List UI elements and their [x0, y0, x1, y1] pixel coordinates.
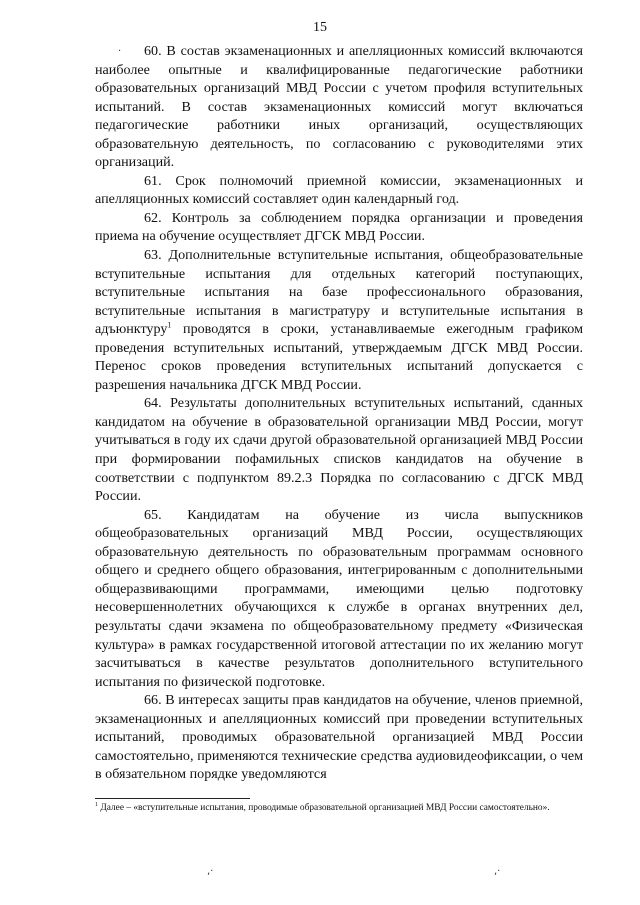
scan-speck: · — [118, 46, 122, 57]
page-number: 15 — [313, 20, 327, 35]
scan-speck: ,· — [207, 866, 214, 877]
document-body — [95, 42, 583, 784]
paragraph-64: 64. Результаты дополнительных вступительных испытаний, сданных кандидатом на обучение в образовательной организации МВД России, могут учитываться в году их сдачи другой образовательной организацией МВД России при формировании пофамильных списков кандидатов на обучение в соответствии с подпунктом 89.2.3 Порядка по согласованию с ДГСК МВД России. — [95, 395, 583, 505]
paragraph-63 — [95, 246, 583, 394]
paragraph-62: 62. Контроль за соблюдением порядка организации и проведения приема на обучение осуществляет ДГСК МВД России. — [95, 209, 583, 245]
paragraph-65: 65. Кандидатам на обучение из числа выпускников общеобразовательных организаций МВД России, осуществляющих образовательную деятельность по образовательным программам основного общего и среднего общего образования, интегрированным с дополнительными общеразвивающими программами, имеющими целью подготовку несовершеннолетних обучающихся к службе в органах внутренних дел, результаты сдачи экзамена по общеобразовательному предмету «Физическая культура» в рамках государственной итоговой аттестации по их желанию могут засчитываться в качестве результатов дополнительного вступительного испытания по физической подготовке. — [95, 506, 583, 690]
paragraph-63-text: 63. Дополнительные вступительные испытания, общеобразовательные вступительные испытания для отдельных категорий поступающих, вступительные испытания на базе профессионального образования, вступительные испытания в магистратуру и вступительные испытания в адъюнктуру — [95, 247, 583, 338]
footnote-text: Далее – «вступительные испытания, проводимые образовательной организацией МВД России самостоятельно». — [98, 803, 550, 813]
footnote-separator — [95, 798, 250, 799]
paragraph-63-text-continued: проводятся в сроки, устанавливаемые ежегодным графиком проведения вступительных испытаний, утверждаемым ДГСК МВД России. Перенос сроков проведения вступительных испытаний допускается с разрешения начальника ДГСК МВД России. — [95, 321, 583, 393]
paragraph-60: 60. В состав экзаменационных и апелляционных комиссий включаются наиболее опытные и квалифицированные педагогические работники образовательных организаций МВД России с учетом профиля вступительных испытаний. В состав экзаменационных комиссий могут включаться педагогические работники иных организаций, осуществляющих образовательную деятельность, по согласованию с руководителями этих организаций. — [95, 43, 583, 171]
scan-speck: ,· — [494, 866, 501, 877]
footnote — [95, 802, 583, 815]
paragraph-61: 61. Срок полномочий приемной комиссии, экзаменационных и апелляционных комиссий составляет один календарный год. — [95, 172, 583, 208]
paragraph-66: 66. В интересах защиты прав кандидатов на обучение, членов приемной, экзаменационных и апелляционных комиссий при проведении вступительных испытаний, проводимых образовательной организацией МВД России самостоятельно, применяются технические средства аудиовидеофиксации, о чем в обязательном порядке уведомляются — [95, 692, 583, 783]
footnote-marker: 1 — [95, 801, 98, 808]
footnote-reference: 1 — [167, 320, 172, 330]
